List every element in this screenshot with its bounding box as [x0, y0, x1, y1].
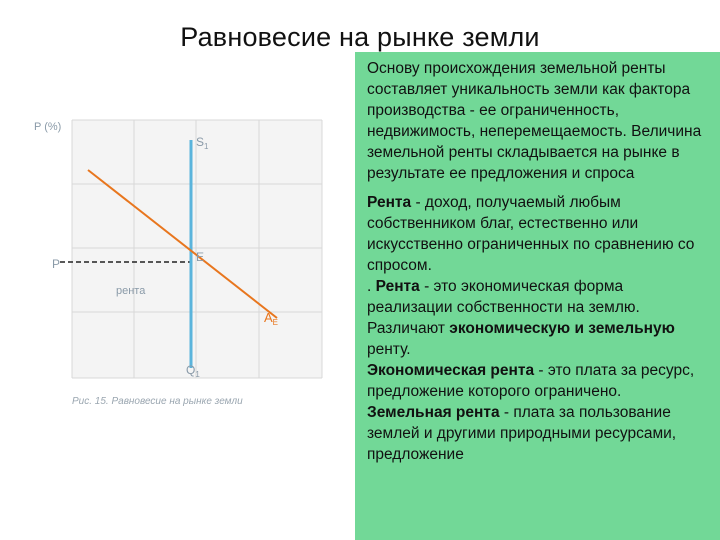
intro-paragraph: Основу происхождения земельной ренты составляет уникальность земли как фактора производства - ее ограниченность, недвижимость, неперемещаемость. Величина земельной ренты складывается на рынке в результате ее предложения и спроса — [367, 60, 702, 182]
def-economic-rent: - это плата за ресурс, предложение которого ограничено. — [367, 362, 695, 400]
slide-title: Равновесие на рынке земли — [180, 22, 540, 52]
equilibrium-label: E — [196, 250, 205, 264]
rent-prefix: . — [367, 278, 376, 295]
term-land-rent: Земельная рента — [367, 404, 500, 421]
demand-label: $A_E$ — [264, 310, 279, 327]
quantity-label: $Q_1$ — [186, 363, 200, 379]
supply-label: $S_1$ — [196, 135, 209, 151]
rent-label: рента — [116, 285, 146, 297]
def-rent: - доход, получаемый любым собственником благ, естественно или искусственно ограниченных по сравнению со спросом. — [367, 194, 695, 274]
text-panel — [355, 52, 720, 540]
plot-background — [72, 120, 322, 378]
def-rent-2: - это экономическая форма реализации собственности на землю. — [367, 278, 640, 316]
distinguish-tail: ренту. — [367, 341, 411, 358]
price-label: P — [52, 257, 61, 271]
def-land-rent: - плата за пользование землей и другими природными ресурсами, предложение — [367, 404, 677, 463]
diagram-svg — [10, 100, 350, 420]
distinguish-lead: Различают — [367, 320, 450, 337]
figure-caption: Рис. 15. Равновесие на рынке земли — [72, 396, 243, 407]
term-economic-rent: Экономическая рента — [367, 362, 535, 379]
y-axis-label: P (%) — [34, 121, 62, 133]
term-rent-2: Рента — [375, 278, 420, 295]
land-market-diagram — [10, 100, 350, 420]
term-types: экономическую и земельную — [449, 320, 675, 337]
definitions-paragraph — [355, 184, 720, 465]
term-rent: Рента — [367, 194, 412, 211]
